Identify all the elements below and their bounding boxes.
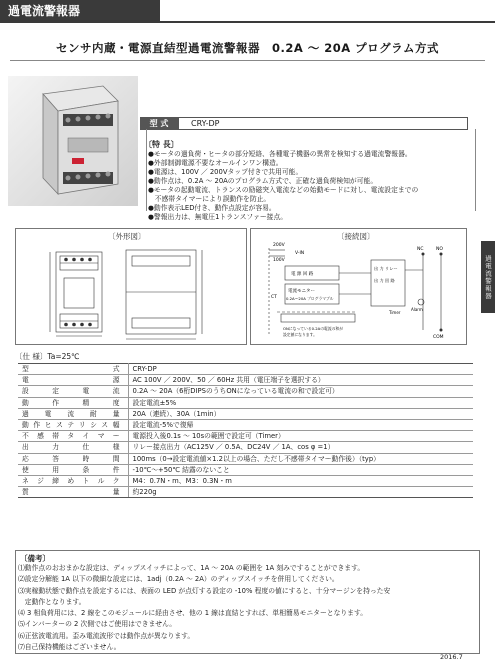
- feature-item: ●外部制御電源不要なオールインワン構造。: [148, 159, 283, 167]
- table-row: [18, 364, 473, 375]
- table-row: [18, 375, 473, 386]
- product-photo: [8, 76, 138, 206]
- spec-label: 使 用 条 件: [18, 464, 128, 475]
- wiring-diagram: [251, 240, 466, 344]
- spec-label: 質 量: [18, 487, 128, 498]
- spec-label: 不 感 帯 タ イ マ ー: [18, 431, 128, 442]
- wiring-note-line2: 設定値になります。: [283, 332, 317, 337]
- spec-label: 動作ヒステリシス幅: [18, 419, 128, 430]
- note-item: 定動作となります。: [18, 597, 86, 606]
- model-label: 型 式: [140, 117, 178, 130]
- feature-item: ●電源は、100V ／ 200Vタップ付きで共用可能。: [148, 168, 303, 176]
- outline-title: 〔外形図〕: [108, 232, 146, 241]
- table-row: [18, 419, 473, 430]
- spec-label: 出 力 仕 様: [18, 442, 128, 453]
- feature-item: 不感帯タイマーにより誤動作を防止。: [148, 195, 271, 203]
- feature-item: ●動作表示LED付き、動作点設定が容易。: [148, 204, 276, 212]
- wiring-label-power-circuit: 電 源 回 路: [291, 272, 314, 277]
- wiring-note-line1: ONになっている0.2Aの電流の和が: [283, 326, 344, 331]
- note-item: ⑸インバーターの 2 次側ではご使用はできません。: [18, 620, 177, 629]
- title-divider: [10, 60, 485, 61]
- spec-value: 100ms（0→設定電流値×1.2以上の場合、ただし不感帯タイマー動作後）（typ）: [128, 453, 473, 464]
- spec-value: リレー接点出力（AC125V ／ 0.5A、DC24V ／ 1A、cos φ =1）: [128, 442, 473, 453]
- spec-label: 設 定 電 流: [18, 386, 128, 397]
- spec-value: 設定電流±5%: [128, 397, 473, 408]
- table-row: [18, 464, 473, 475]
- wiring-label-no: NO: [436, 247, 443, 252]
- feature-item: ●動作点は、0.2A ～ 20Aのプログラム方式で、正確な過負荷検知が可能。: [148, 177, 378, 185]
- page-title: センサ内蔵・電源直結型過電流警報器 0.2A ～ 20A プログラム方式: [55, 41, 440, 55]
- wiring-label-timer: Timer: [389, 310, 401, 315]
- table-row: [18, 487, 473, 498]
- notes-list: [18, 563, 478, 653]
- table-row: [18, 431, 473, 442]
- feature-item: ●モータの起動電流、トランスの励磁突入電流などの始動モードに対し、電流設定までの: [148, 186, 419, 194]
- model-value: CRY-DP: [178, 117, 468, 130]
- note-item: ⑹正弦波電流用。歪み電流波形では動作点が異なります。: [18, 631, 195, 640]
- features-list: [148, 150, 478, 222]
- spec-value: 電源投入後0.1s ～ 10sの範囲で設定可（Timer）: [128, 431, 473, 442]
- spec-label: 電 源: [18, 375, 128, 386]
- wiring-label-programmable: 0.2A～20A プログラマブル: [286, 296, 334, 301]
- wiring-label-ct: CT: [271, 295, 277, 300]
- features-title: 〔特 長〕: [144, 140, 179, 149]
- spec-table: [18, 363, 473, 498]
- spec-title: 〔仕 様〕Ta=25℃: [15, 352, 80, 361]
- feature-item: ●モータの過負荷・ヒータの部分短絡、各種電子機器の異常を検知する過電流警報器。: [148, 150, 412, 158]
- table-row: [18, 408, 473, 419]
- table-row: [18, 397, 473, 408]
- wiring-label-alarm: Alarm: [411, 307, 423, 312]
- spec-value: 約220g: [128, 487, 473, 498]
- note-item: ⑺自己保持機能はございません。: [18, 643, 121, 652]
- header-rule: [0, 21, 495, 23]
- spec-label: 応 答 時 間: [18, 453, 128, 464]
- spec-label: 型 式: [18, 364, 128, 375]
- wiring-title: 〔接続図〕: [337, 232, 375, 241]
- spec-value: M4：0.7N・m、M3：0.3N・m: [128, 475, 473, 486]
- spec-value: -10℃～+50℃ 結露のないこと: [128, 464, 473, 475]
- wiring-label-vin: V-IN: [295, 251, 305, 256]
- wiring-label-nc: NC: [417, 247, 424, 252]
- spec-label: 過 電 流 耐 量: [18, 408, 128, 419]
- wiring-label-100v: 100V: [273, 258, 285, 263]
- product-image: [8, 76, 138, 206]
- spec-value: AC 100V ／ 200V、50 ／ 60Hz 共用（電圧端子を選択する）: [128, 375, 473, 386]
- table-row: [18, 475, 473, 486]
- wiring-label-monitor: 電流モニター: [288, 289, 315, 294]
- wiring-label-com: COM: [433, 335, 444, 340]
- wiring-label-200v: 200V: [273, 243, 285, 248]
- spec-label: 動 作 精 度: [18, 397, 128, 408]
- table-row: [18, 386, 473, 397]
- spec-value: 設定電流-5%で復帰: [128, 419, 473, 430]
- spec-value: 20A（連続）、30A（1min）: [128, 408, 473, 419]
- note-item: ⑵設定分解能 1A 以下の微細な設定には、1adj（0.2A ～ 2A）のディップスイッチを併用してください。: [18, 575, 339, 584]
- table-row: [18, 442, 473, 453]
- note-item: ⑶実稼動状態で動作点を設定するには、表面の LED が点灯する設定の -10% 程度の値にすると、十分マージンを持った安: [18, 586, 391, 595]
- note-item: ⑴動作点のおおまかな設定は、ディップスイッチによって、1A ～ 20A の範囲を 1A 刻みですることができます。: [18, 564, 365, 572]
- spec-value: 0.2A ～ 20A（6桁DIPSのうちONになっている電流の和で設定可）: [128, 386, 473, 397]
- spec-value: CRY-DP: [128, 364, 473, 375]
- publication-date: 2016.7: [440, 653, 463, 661]
- outline-drawing: [16, 240, 246, 344]
- table-row: [18, 453, 473, 464]
- category-header: 過電流警報器: [0, 0, 160, 22]
- notes-title: 〔備考〕: [20, 554, 50, 563]
- spec-label: ネ ジ 締 め ト ル ク: [18, 475, 128, 486]
- side-tab: 過電流警報器: [481, 241, 495, 313]
- note-item: ⑷ 3 相負荷用には、2 線をこのモジュールに経由させ、他の 1 線は直結とすれば、単相簡易モニターとなります。: [18, 609, 368, 618]
- wiring-label-output-circuit: 出 力 回 路: [374, 278, 395, 283]
- wiring-label-output-relay: 出 力 リレー: [374, 266, 398, 271]
- feature-item: ●警報出力は、無電圧1トランスファー接点。: [148, 213, 288, 221]
